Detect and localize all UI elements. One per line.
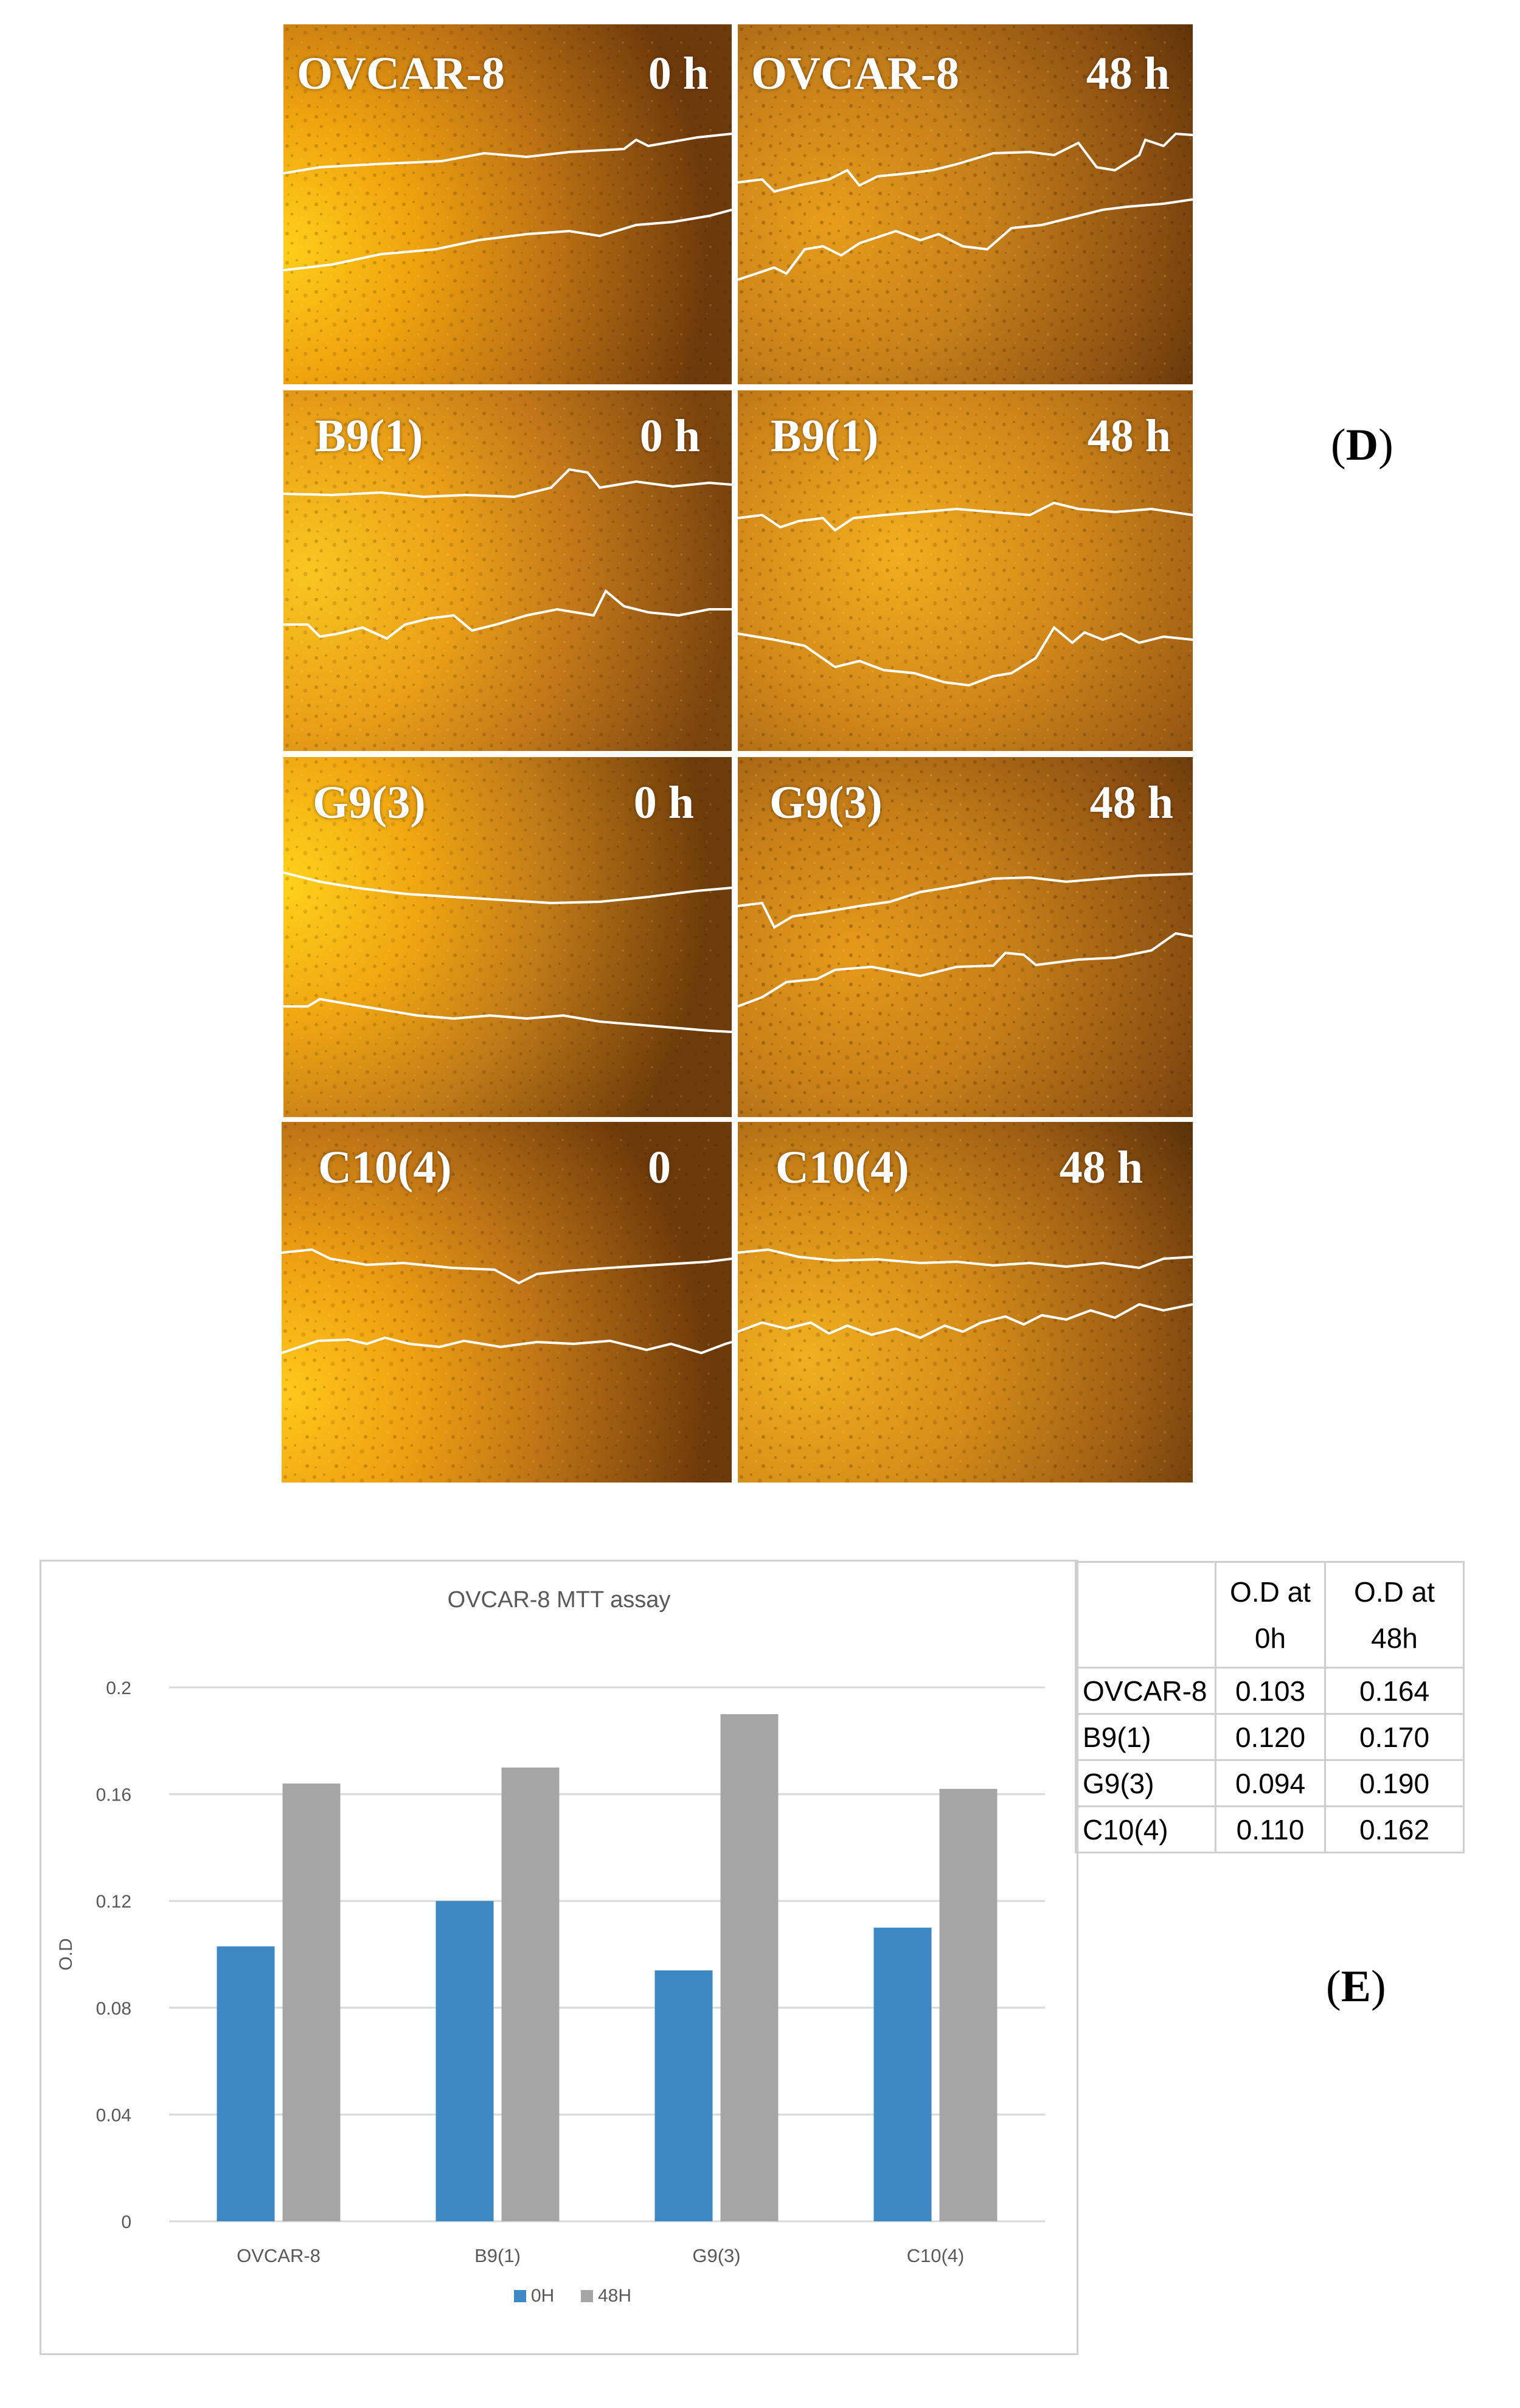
- row-label: B9(1): [1076, 1714, 1216, 1760]
- micrograph-tile: [738, 1122, 1193, 1483]
- x-tick-label: C10(4): [906, 2245, 965, 2266]
- micrograph-tile: [738, 24, 1193, 384]
- tag-letter: E: [1341, 1962, 1372, 2012]
- legend-swatch: [581, 2290, 593, 2302]
- cell-od-0h: 0.120: [1216, 1714, 1325, 1760]
- table-header-48h: [1325, 1562, 1464, 1668]
- row-label: G9(3): [1076, 1760, 1216, 1807]
- header-line: O.D at: [1230, 1576, 1311, 1608]
- micrograph-grid: [282, 24, 1193, 1483]
- tile-time-label: 0 h: [648, 48, 709, 99]
- mtt-chart: [40, 1560, 1078, 2355]
- micrograph-tile: [283, 390, 732, 751]
- bar: [940, 1789, 998, 2221]
- header-line: 0h: [1254, 1622, 1286, 1654]
- cell-od-48h: 0.170: [1325, 1714, 1464, 1760]
- y-tick-label: 0.04: [95, 2105, 131, 2126]
- tile-time-label: 48 h: [1059, 1142, 1143, 1193]
- cell-od-0h: 0.103: [1216, 1668, 1325, 1714]
- micrograph-tile: [283, 757, 732, 1117]
- chart-canvas: [41, 1562, 1077, 2353]
- y-tick-label: 0.08: [95, 1998, 131, 2019]
- bar: [217, 1946, 275, 2221]
- tile-cell-label: G9(3): [769, 777, 883, 828]
- tile-cell-label: B9(1): [771, 410, 879, 462]
- x-tick-label: OVCAR-8: [237, 2245, 321, 2266]
- tag-paren-open: (: [1326, 1962, 1341, 2012]
- od-table: [1075, 1561, 1465, 1853]
- legend-label: 48H: [598, 2286, 632, 2306]
- tag-letter: D: [1345, 420, 1379, 470]
- tile-time-label: 48 h: [1089, 777, 1173, 828]
- panel-e-tag: [1326, 1961, 1386, 2013]
- cell-od-48h: 0.164: [1325, 1668, 1464, 1714]
- tile-time-label: 0: [648, 1142, 671, 1193]
- cell-od-0h: 0.094: [1216, 1760, 1325, 1807]
- x-tick-label: B9(1): [474, 2245, 521, 2266]
- table-row: [1076, 1760, 1464, 1807]
- y-tick-label: 0.12: [95, 1892, 131, 1912]
- x-tick-label: G9(3): [692, 2245, 741, 2266]
- tile-cell-label: C10(4): [318, 1142, 452, 1193]
- tile-cell-label: B9(1): [315, 410, 423, 462]
- row-label: OVCAR-8: [1076, 1668, 1216, 1714]
- header-line: 48h: [1371, 1622, 1418, 1654]
- table-row: [1076, 1807, 1464, 1853]
- tile-time-label: 48 h: [1087, 410, 1171, 462]
- y-tick-label: 0: [121, 2212, 131, 2232]
- chart-title: OVCAR-8 MTT assay: [447, 1587, 671, 1613]
- micrograph-tile: [738, 390, 1193, 751]
- cell-od-0h: 0.110: [1216, 1807, 1325, 1853]
- table-header-0h: [1216, 1562, 1325, 1668]
- table-corner: [1076, 1562, 1216, 1668]
- tile-cell-label: OVCAR-8: [297, 48, 505, 99]
- tag-paren-open: (: [1331, 420, 1346, 470]
- tag-paren-close: ): [1371, 1962, 1386, 2012]
- y-axis-label: O.D: [56, 1938, 76, 1971]
- row-label: C10(4): [1076, 1807, 1216, 1853]
- table-row: [1076, 1668, 1464, 1714]
- y-tick-label: 0.2: [106, 1678, 131, 1698]
- tile-cell-label: OVCAR-8: [751, 48, 959, 99]
- tile-time-label: 0 h: [639, 410, 700, 462]
- header-line: O.D at: [1354, 1576, 1435, 1608]
- cell-od-48h: 0.162: [1325, 1807, 1464, 1853]
- bar: [721, 1714, 779, 2221]
- table-row: [1076, 1714, 1464, 1760]
- bar: [502, 1768, 560, 2221]
- tile-cell-label: G9(3): [313, 777, 426, 828]
- cell-od-48h: 0.190: [1325, 1760, 1464, 1807]
- micrograph-tile: [282, 1122, 732, 1483]
- panel-d-tag: [1331, 420, 1393, 471]
- tile-time-label: 0 h: [633, 777, 694, 828]
- tile-cell-label: C10(4): [776, 1142, 909, 1193]
- tag-paren-close: ): [1378, 420, 1393, 470]
- bar: [655, 1970, 713, 2221]
- micrograph-tile: [738, 757, 1193, 1117]
- micrograph-tile: [283, 24, 732, 384]
- bar: [436, 1901, 494, 2221]
- y-tick-label: 0.16: [95, 1785, 131, 1805]
- bar: [874, 1928, 932, 2221]
- legend-swatch: [514, 2290, 526, 2302]
- table-header-row: [1076, 1562, 1464, 1668]
- tile-time-label: 48 h: [1086, 48, 1170, 99]
- bar: [283, 1784, 341, 2221]
- legend-label: 0H: [531, 2286, 555, 2306]
